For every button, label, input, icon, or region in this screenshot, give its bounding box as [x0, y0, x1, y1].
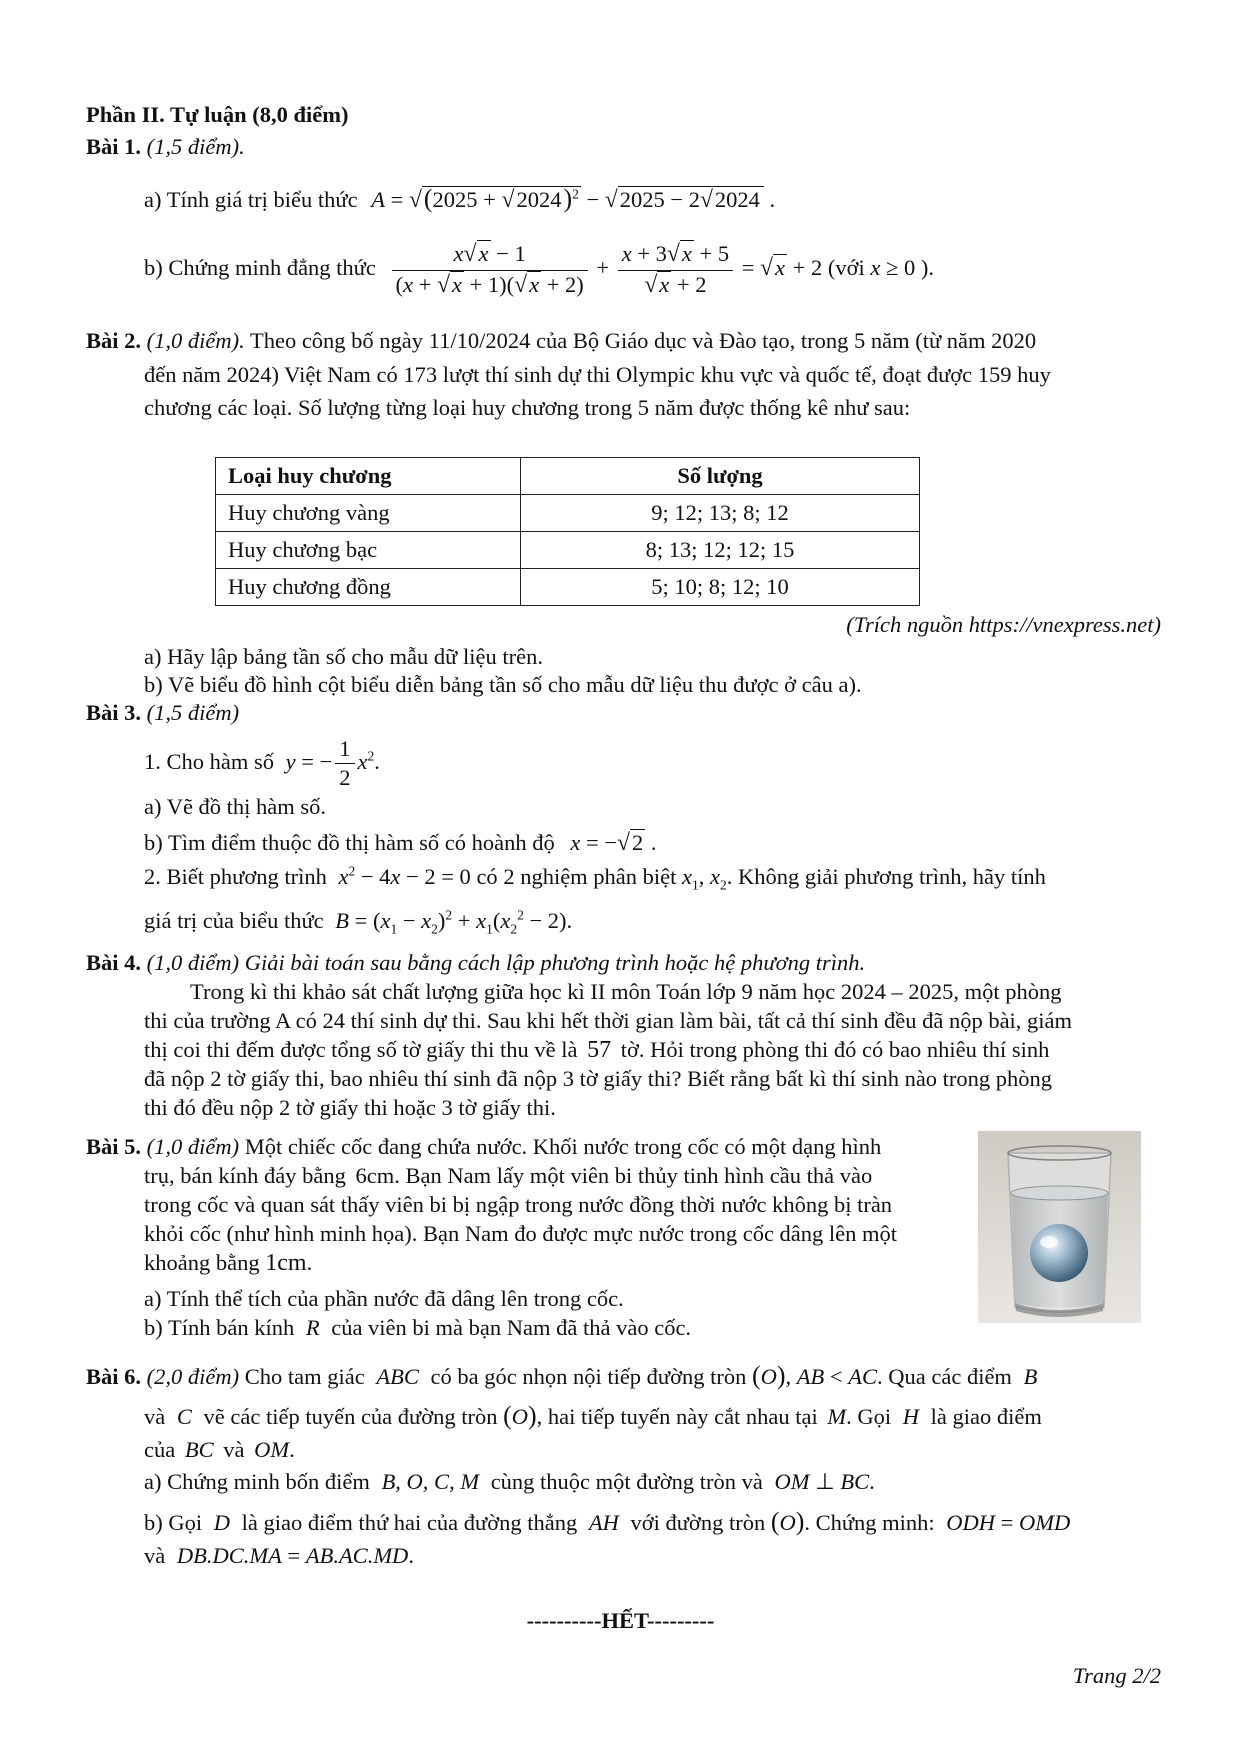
bai4-heading: Bài 4. (1,0 điểm) Giải bài toán sau bằng cách lập phương trình hoặc hệ phương trình. [86, 950, 866, 975]
bai2-line1: Bài 2. (1,0 điểm). Theo công bố ngày 11/10/2024 của Bộ Giáo dục và Đào tạo, trong 5 năm (từ năm 2020 [86, 328, 1037, 353]
glass-with-marble-image [978, 1131, 1141, 1323]
bai5-line3: trong cốc và quan sát thấy viên bi bị ngập trong nước đồng thời nước không bị tràn [144, 1192, 893, 1217]
bai6-b-line2: và DB.DC.MA = AB.AC.MD. [144, 1543, 414, 1568]
bai5-a: a) Tính thể tích của phần nước đã dâng lên trong cốc. [144, 1286, 624, 1311]
bai6-line1: Bài 6. (2,0 điểm) Cho tam giác ABC có ba góc nhọn nội tiếp đường tròn (O), AB < AC. Qua các điểm B [86, 1361, 1038, 1390]
bai1-heading: Bài 1. (1,5 điểm). [86, 134, 245, 159]
bai3-heading: Bài 3. (1,5 điểm) [86, 700, 240, 725]
bai3-b: b) Tìm điểm thuộc đồ thị hàm số có hoành độ x = −√2 . [144, 830, 657, 856]
bai1-b: b) Chứng minh đẳng thức $\frac{x√x - 1}{(x + √x + 1)(√x + 2)}$ + $\frac{x + 3√x + 5}{√x + 2}$ = √x + 2 (với x ≥ 0 ). [144, 241, 934, 298]
bai6-a: a) Chứng minh bốn điểm B, O, C, M cùng thuộc một đường tròn và OM ⊥ BC. [144, 1469, 875, 1494]
bai5-line4: khỏi cốc (như hình minh họa). Bạn Nam đo được mực nước trong cốc dâng lên một [144, 1221, 898, 1246]
table-row: Huy chương đồng 5; 10; 8; 12; 10 [216, 569, 920, 606]
bai4-line2: thi của trường A có 24 thí sinh dự thi. Sau khi hết thời gian làm bài, tất cả thí sinh đều đã nộp bài, giám [144, 1008, 1073, 1033]
bai5-b: b) Tính bán kính R của viên bi mà bạn Nam đã thả vào cốc. [144, 1315, 692, 1340]
bai5-line1: Bài 5. (1,0 điểm) Một chiếc cốc đang chứa nước. Khối nước trong cốc có một dạng hình [86, 1134, 882, 1159]
table-row: Huy chương vàng 9; 12; 13; 8; 12 [216, 495, 920, 532]
bai2-line2: đến năm 2024) Việt Nam có 173 lượt thí sinh dự thi Olympic khu vực và quốc tế, đoạt được 159 huy [144, 362, 1051, 387]
page-number: Trang 2/2 [1072, 1663, 1161, 1688]
bai4-line5: thi đó đều nộp 2 tờ giấy thi hoặc 3 tờ giấy thi. [144, 1095, 556, 1120]
bai6-line2: và C vẽ các tiếp tuyến của đường tròn (O), hai tiếp tuyến này cắt nhau tại M. Gọi H là giao điểm [144, 1401, 1042, 1430]
bai6-b: b) Gọi D là giao điểm thứ hai của đường thẳng AH với đường tròn (O). Chứng minh: ODH = OMD [144, 1507, 1071, 1536]
part-title: Phần II. Tự luận (8,0 điểm) [86, 102, 349, 127]
bai1-a: a) Tính giá trị biểu thức $A = √(2025 + √2024)^2 - √2025 - 2√2024$ . [144, 184, 776, 213]
bai3-q2-line2: giá trị của biểu thức $B = (x_1 - x_2)^2 + x_1(x_2^2 - 2)$. [144, 907, 573, 937]
bai3-q1: 1. Cho hàm số y = − $\frac{1}{2}$ $x^2$. [144, 736, 380, 791]
source-note: (Trích nguồn https://vnexpress.net) [846, 612, 1161, 637]
bai6-line3: của BC và OM. [144, 1437, 295, 1462]
medal-table [215, 457, 920, 606]
bai4-line4: đã nộp 2 tờ giấy thi, bao nhiêu thí sinh đã nộp 3 tờ giấy thi? Biết rằng bất kì thí sinh nào trong phòng [144, 1066, 1053, 1091]
bai3-q2: 2. Biết phương trình $x^2 - 4x - 2 = 0$ có 2 nghiệm phân biệt $x_1$, $x_2$. Không giải phương trình, hãy tính [144, 863, 1046, 893]
bai3-a: a) Vẽ đồ thị hàm số. [144, 794, 327, 819]
table-row: Huy chương bạc 8; 13; 12; 12; 15 [216, 532, 920, 569]
end-marker: ----------HẾT--------- [526, 1608, 715, 1633]
bai2-b: b) Vẽ biểu đồ hình cột biểu diễn bảng tần số cho mẫu dữ liệu thu được ở câu a). [144, 672, 862, 697]
bai2-a: a) Hãy lập bảng tần số cho mẫu dữ liệu trên. [144, 644, 543, 669]
bai4-line3: thị coi thi đếm được tổng số tờ giấy thi thu về là 57 tờ. Hỏi trong phòng thi đó có bao nhiêu thí sinh [144, 1037, 1050, 1063]
bai4-line1: Trong kì thi khảo sát chất lượng giữa học kì II môn Toán lớp 9 năm học 2024 – 2025, một phòng [190, 979, 1062, 1004]
bai5-line5: khoảng bằng 1cm. [144, 1250, 313, 1276]
table-header-row: Loại huy chương Số lượng [216, 458, 920, 495]
bai5-line2: trụ, bán kính đáy bằng 6cm. Bạn Nam lấy một viên bi thủy tinh hình cầu thả vào [144, 1163, 873, 1188]
bai2-line3: chương các loại. Số lượng từng loại huy chương trong 5 năm được thống kê như sau: [144, 395, 911, 420]
